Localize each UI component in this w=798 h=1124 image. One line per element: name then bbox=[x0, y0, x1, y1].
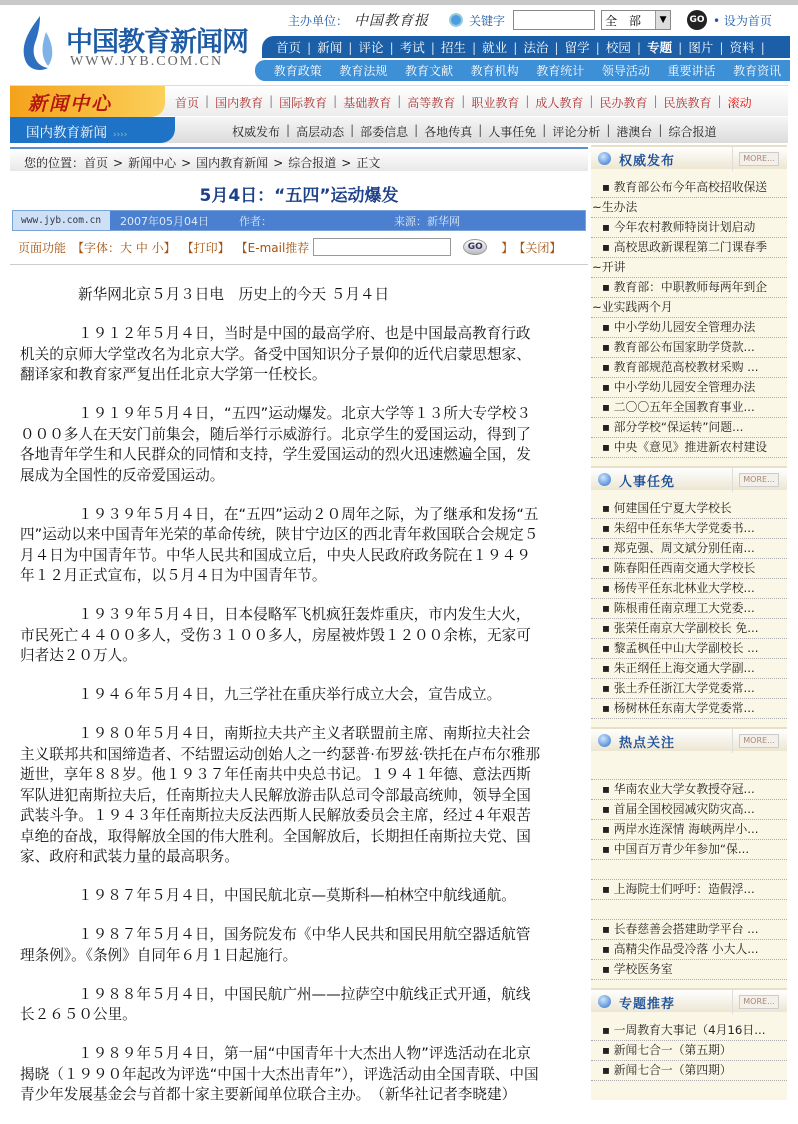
subnav-item[interactable]: 教育机构 bbox=[470, 64, 519, 78]
sidebar-link[interactable]: ▪ 首届全国校园减灾防灾高... bbox=[591, 800, 787, 820]
search-icon bbox=[449, 13, 463, 27]
logo-text: 中国教育新闻网 bbox=[66, 27, 248, 58]
meta-source: 来源：新华网 bbox=[394, 214, 460, 228]
more-button[interactable]: MORE... bbox=[739, 734, 779, 748]
sidebar-list bbox=[591, 751, 787, 988]
sidebar-link[interactable]: ▪ 高校思政新课程第二门课春季 bbox=[591, 238, 787, 258]
article-meta-bar bbox=[12, 210, 586, 231]
sidebar-link[interactable]: ▪ 教育部规范高校教材采购 ... bbox=[591, 358, 787, 378]
separator: | bbox=[269, 94, 274, 108]
sidebar-link bbox=[591, 760, 787, 780]
nav-item[interactable]: 图片 bbox=[688, 40, 714, 55]
section-nav-item[interactable]: 成人教育 bbox=[535, 96, 584, 110]
email-close-bracket: 】 bbox=[501, 240, 514, 255]
section-nav-item[interactable]: 滚动 bbox=[727, 96, 752, 110]
separator: | bbox=[554, 39, 559, 55]
breadcrumb-item[interactable]: 首页 bbox=[84, 156, 109, 170]
sidebar-link[interactable]: ▪ 新闻七合一（第五期） bbox=[591, 1041, 787, 1061]
article-paragraph: １９８０年５月４日，南斯拉夫共产主义者联盟前主席、南斯拉夫社会主义联邦共和国缔造者、不结盟运动创始人之一约瑟普·布罗兹·铁托在卢布尔雅那逝世，享年８８岁。他１９３７年任南共中央总书记。１９４１年德、意法西斯军队进犯南斯拉夫后，任南斯拉夫人民解放游击队总司令部最高统帅，领导全国武装斗争。１９４３年任南斯拉夫反法西斯人民解放委员会主席，经过４年艰苦卓绝的奋战，取得解放全国的伟大胜利。全国解放后，长期担任南斯拉夫党、国家、政府和武装力量的最高职务。 bbox=[20, 725, 541, 865]
section-nav-item[interactable]: 首页 bbox=[175, 96, 200, 110]
nav-item[interactable]: 法治 bbox=[523, 40, 549, 55]
close-link[interactable]: 【关闭】 bbox=[513, 240, 562, 255]
meta-site: www.jyb.com.cn bbox=[13, 211, 110, 230]
domestic-news-badge bbox=[10, 117, 175, 143]
sidebar-box bbox=[591, 466, 787, 727]
section-nav-item[interactable]: 国内教育 bbox=[215, 96, 264, 110]
article-paragraph: １９１９年５月４日，“五四”运动爆发。北京大学等１３所大专学校３０００多人在天安门前集会，随后举行示威游行。北京学生的爱国运动，得到了各地青年学生和人民群众的同情和支持，学生爱国运动的烈火迅速燃遍全国，发展成为全国性的反帝爱国运动。 bbox=[20, 405, 531, 484]
subnav-item[interactable]: 重要讲话 bbox=[667, 64, 716, 78]
section-subnav-item[interactable]: 各地传真 bbox=[424, 125, 473, 139]
news-center-badge bbox=[10, 86, 165, 117]
separator: | bbox=[389, 39, 394, 55]
more-button[interactable]: MORE... bbox=[739, 473, 779, 487]
domestic-news-title: 国内教育新闻 bbox=[26, 125, 107, 141]
sidebar-link bbox=[591, 860, 787, 880]
separator: | bbox=[589, 94, 594, 108]
nav-item[interactable]: 资料 bbox=[729, 40, 755, 55]
section-subnav-item[interactable]: 高层动态 bbox=[296, 125, 345, 139]
host-label: 主办单位： bbox=[288, 13, 349, 28]
sidebar-link[interactable]: ▪ 杨树林任东南大学党委常... bbox=[591, 699, 787, 719]
chevron-down-icon: ▼ bbox=[655, 11, 670, 29]
sidebar-link[interactable]: ▪ 陈春阳任西南交通大学校长 bbox=[591, 559, 787, 579]
divider bbox=[10, 264, 588, 265]
sidebar-box-title: 专题推荐 bbox=[619, 997, 676, 1012]
separator: | bbox=[719, 39, 724, 55]
search-go-button[interactable]: GO bbox=[687, 10, 707, 30]
logo-flame-icon bbox=[18, 14, 58, 74]
separator: | bbox=[333, 94, 338, 108]
separator: | bbox=[430, 39, 435, 55]
nav-item[interactable]: 留学 bbox=[564, 40, 590, 55]
sidebar-link[interactable]: ▪ 长春慈善会搭建助学平台 ... bbox=[591, 920, 787, 940]
sidebar-link[interactable]: ~生办法 bbox=[591, 198, 787, 218]
separator: | bbox=[513, 39, 518, 55]
sidebar-link[interactable]: ▪ 一周教育大事记（4月16日... bbox=[591, 1021, 787, 1041]
sidebar-link[interactable]: ▪ 郑克强、周文斌分别任南... bbox=[591, 539, 787, 559]
separator: | bbox=[717, 94, 722, 108]
sidebar-box-title: 权威发布 bbox=[619, 154, 676, 169]
nav-item[interactable]: 招生 bbox=[440, 40, 466, 55]
nav-item[interactable]: 校园 bbox=[605, 40, 631, 55]
separator: | bbox=[636, 39, 642, 55]
separator: | bbox=[542, 123, 547, 137]
sidebar-link[interactable]: ▪ 中小学幼儿园安全管理办法 bbox=[591, 318, 787, 338]
scope-value: 全 部 bbox=[605, 13, 642, 28]
globe-icon bbox=[598, 152, 611, 165]
nav-item[interactable]: 专题 bbox=[647, 40, 673, 55]
section-nav-item[interactable]: 高等教育 bbox=[407, 96, 456, 110]
sidebar-list bbox=[591, 490, 787, 727]
separator: | bbox=[653, 94, 658, 108]
nav-item[interactable]: 首页 bbox=[276, 40, 302, 55]
breadcrumb bbox=[10, 147, 588, 171]
separator: > bbox=[113, 156, 124, 170]
top-strip bbox=[0, 0, 798, 5]
meta-date: 2007年05月04日 bbox=[120, 214, 209, 228]
header-tools bbox=[288, 10, 772, 30]
sidebar-link[interactable]: ▪ 朱绍中任东华大学党委书... bbox=[591, 519, 787, 539]
nav-item[interactable]: 考试 bbox=[399, 40, 425, 55]
section-nav-item[interactable]: 基础教育 bbox=[343, 96, 392, 110]
separator: | bbox=[478, 123, 483, 137]
separator: | bbox=[397, 94, 402, 108]
separator: > bbox=[181, 156, 192, 170]
sidebar-link[interactable]: ▪ 中央《意见》推进新农村建设 bbox=[591, 438, 787, 458]
section-nav-item[interactable]: 国际教育 bbox=[279, 96, 328, 110]
keyword-input[interactable] bbox=[513, 10, 595, 30]
host-paper-logo[interactable]: 中国教育报 bbox=[354, 13, 430, 29]
email-go-button[interactable]: GO bbox=[463, 239, 487, 255]
sidebar-list bbox=[591, 1012, 787, 1089]
subnav-item[interactable]: 教育文献 bbox=[405, 64, 454, 78]
sidebar-box bbox=[591, 727, 787, 988]
sidebar bbox=[591, 145, 787, 1100]
breadcrumb-item[interactable]: 新闻中心 bbox=[128, 156, 177, 170]
divider bbox=[732, 147, 733, 171]
site-logo[interactable] bbox=[18, 14, 258, 76]
subnav-item[interactable]: 教育资讯 bbox=[733, 64, 782, 78]
separator: | bbox=[471, 39, 477, 55]
sidebar-box bbox=[591, 145, 787, 466]
section-subnav-item[interactable]: 评论分析 bbox=[552, 125, 601, 139]
section-subnav-item[interactable]: 部委信息 bbox=[360, 125, 409, 139]
more-button[interactable]: MORE... bbox=[739, 995, 779, 1009]
sidebar-box-header bbox=[591, 466, 787, 490]
sidebar-link[interactable]: ▪ 新闻七合一（第四期） bbox=[591, 1061, 787, 1081]
article-paragraph: １９８７年５月４日，国务院发布《中华人民共和国民用航空器适航管理条例》。《条例》自同年６月１日起施行。 bbox=[20, 926, 531, 964]
globe-icon bbox=[598, 734, 611, 747]
article-paragraph: １９３９年５月４日，日本侵略军飞机疯狂轰炸重庆，市内发生大火，市民死亡４４００多人，受伤３１００多人，房屋被炸毁１２００余栋，无家可归者达２０万人。 bbox=[20, 606, 531, 664]
email-input[interactable] bbox=[313, 238, 451, 256]
article-paragraph: 新华网北京５月３日电 历史上的今天 ５月４日 bbox=[78, 286, 390, 303]
subnav-item[interactable]: 教育统计 bbox=[536, 64, 585, 78]
sidebar-link[interactable]: ▪ 学校医务室 bbox=[591, 960, 787, 980]
sidebar-box bbox=[591, 988, 787, 1089]
sidebar-link[interactable]: ▪ 教育部公布国家助学贷款... bbox=[591, 338, 787, 358]
main-nav bbox=[262, 36, 790, 58]
article-paragraph: １９３９年５月４日，在“五四”运动２０周年之际，为了继承和发扬“五四”运动以来中国青年光荣的革命传统，陕甘宁边区的西北青年救国联合会规定５月４日为中国青年节。中华人民共和国成立后，中央人民政府政务院在１９４９年１２月正式宣布，以５月４日为中国青年节。 bbox=[20, 505, 539, 584]
subnav-item[interactable]: 教育法规 bbox=[339, 64, 388, 78]
separator: | bbox=[348, 39, 353, 55]
sidebar-box-title: 人事任免 bbox=[619, 475, 676, 490]
separator: | bbox=[414, 123, 419, 137]
sidebar-list bbox=[591, 169, 787, 466]
separator: | bbox=[760, 39, 765, 55]
subnav-item[interactable]: 领导活动 bbox=[601, 64, 650, 78]
article-paragraph: １９４６年５月４日，九三学社在重庆举行成立大会，宣告成立。 bbox=[78, 686, 502, 703]
subnav-item[interactable]: 教育政策 bbox=[273, 64, 322, 78]
breadcrumb-label: 您的位置： bbox=[24, 156, 85, 170]
sidebar-link[interactable]: ▪ 陈根甫任南京理工大党委... bbox=[591, 599, 787, 619]
sidebar-link[interactable]: ▪ 高精尖作品受冷落 小大人... bbox=[591, 940, 787, 960]
breadcrumb-item[interactable]: 综合报道 bbox=[288, 156, 337, 170]
sidebar-link[interactable]: ▪ 杨传平任东北林业大学校... bbox=[591, 579, 787, 599]
sidebar-link[interactable]: ~开讲 bbox=[591, 258, 787, 278]
section-nav-item[interactable]: 民族教育 bbox=[663, 96, 712, 110]
sidebar-link[interactable]: ▪ 华南农业大学女教授夺冠... bbox=[591, 780, 787, 800]
section-subnav-item[interactable]: 港澳台 bbox=[616, 125, 653, 139]
divider bbox=[732, 729, 733, 753]
sidebar-box-header bbox=[591, 145, 787, 169]
set-homepage-link[interactable]: • 设为首页 bbox=[713, 13, 772, 28]
article-paragraph: １９８７年５月４日，中国民航北京—莫斯科—柏林空中航线通航。 bbox=[78, 887, 516, 904]
sidebar-link[interactable]: ▪ 两岸水连深情 海峡两岸小... bbox=[591, 820, 787, 840]
sub-nav bbox=[255, 60, 790, 81]
separator: | bbox=[205, 94, 210, 108]
sidebar-link[interactable]: ▪ 中小学幼儿园安全管理办法 bbox=[591, 378, 787, 398]
sidebar-box-header bbox=[591, 988, 787, 1012]
sidebar-link[interactable]: ▪ 中国百万青少年参加“保... bbox=[591, 840, 787, 860]
breadcrumb-item: 正文 bbox=[356, 156, 381, 170]
separator: | bbox=[307, 39, 312, 55]
divider bbox=[732, 468, 733, 492]
globe-icon bbox=[598, 995, 611, 1008]
article-paragraph: １９８８年５月４日，中国民航广州——拉萨空中航线正式开通，航线长２６５０公里。 bbox=[20, 985, 531, 1023]
section-nav-item[interactable]: 民办教育 bbox=[599, 96, 648, 110]
sidebar-link[interactable]: ▪ 黎孟枫任中山大学副校长 ... bbox=[591, 639, 787, 659]
article-title: 5月4日：“五四”运动爆发 bbox=[199, 186, 399, 206]
section-subnav-item[interactable]: 人事任免 bbox=[488, 125, 537, 139]
section-subnav-item[interactable]: 综合报道 bbox=[668, 125, 717, 139]
domestic-news-bar bbox=[10, 117, 788, 143]
separator: | bbox=[525, 94, 530, 108]
article-area bbox=[10, 145, 588, 1103]
more-button[interactable]: MORE... bbox=[739, 152, 779, 166]
separator: > bbox=[341, 156, 352, 170]
print-link[interactable]: 【打印】 bbox=[181, 240, 230, 255]
sidebar-link[interactable]: ▪ 部分学校“保运转”问题... bbox=[591, 418, 787, 438]
meta-author: 作者： bbox=[239, 214, 272, 228]
sidebar-link[interactable]: ▪ 二〇〇五年全国教育事业... bbox=[591, 398, 787, 418]
sidebar-link bbox=[591, 900, 787, 920]
divider bbox=[732, 990, 733, 1014]
sidebar-link[interactable]: ▪ 何建国任宁夏大学校长 bbox=[591, 499, 787, 519]
news-center-nav bbox=[175, 94, 752, 111]
globe-icon bbox=[598, 473, 611, 486]
article-paragraph: １９８９年５月４日，第一届“中国青年十大杰出人物”评选活动在北京揭晓（１９９０年起改为评选“中国十大杰出青年”），评选活动由全国青联、中国青少年发展基金会与首都十家主要新闻单位联合主办。 （新华社记者李晓建） bbox=[20, 1045, 539, 1103]
domestic-news-nav bbox=[232, 123, 716, 140]
separator: | bbox=[350, 123, 355, 137]
news-center-title: 新闻中心 bbox=[28, 93, 113, 115]
breadcrumb-item[interactable]: 国内教育新闻 bbox=[196, 156, 269, 170]
nav-item[interactable]: 就业 bbox=[482, 40, 508, 55]
separator: | bbox=[658, 123, 663, 137]
nav-item[interactable]: 评论 bbox=[358, 40, 384, 55]
sidebar-box-title: 热点关注 bbox=[619, 736, 676, 751]
font-size-link[interactable]: 【字体：大 中 小】 bbox=[72, 240, 176, 255]
separator: | bbox=[595, 39, 600, 55]
keyword-label: 关键字 bbox=[469, 13, 506, 28]
sidebar-link[interactable]: ▪ 朱正纲任上海交通大学副... bbox=[591, 659, 787, 679]
section-nav-item[interactable]: 职业教育 bbox=[471, 96, 520, 110]
arrows-icon: ›››› bbox=[113, 130, 128, 140]
article-body bbox=[20, 285, 542, 1124]
sidebar-box-header bbox=[591, 727, 787, 751]
separator: | bbox=[606, 123, 611, 137]
nav-item[interactable]: 新闻 bbox=[317, 40, 343, 55]
page-functions bbox=[18, 238, 561, 256]
separator: > bbox=[273, 156, 284, 170]
sidebar-link[interactable]: ▪ 今年农村教师特岗计划启动 bbox=[591, 218, 787, 238]
sidebar-link[interactable]: ▪ 上海院士们呼吁：造假浮... bbox=[591, 880, 787, 900]
logo-url: WWW.JYB.COM.CN bbox=[70, 54, 224, 69]
search-scope-select[interactable] bbox=[601, 10, 671, 30]
sidebar-link[interactable]: ▪ 张荣任南京大学副校长 免... bbox=[591, 619, 787, 639]
news-center-bar bbox=[10, 85, 788, 116]
separator: | bbox=[461, 94, 466, 108]
sidebar-link[interactable]: ▪ 张土乔任浙江大学党委常... bbox=[591, 679, 787, 699]
separator: | bbox=[678, 39, 683, 55]
email-recommend-label: 【E-mail推荐 bbox=[235, 240, 310, 255]
section-subnav-item[interactable]: 权威发布 bbox=[232, 125, 281, 139]
sidebar-link[interactable]: ~业实践两个月 bbox=[591, 298, 787, 318]
sidebar-link[interactable]: ▪ 教育部公布今年高校招收保送 bbox=[591, 178, 787, 198]
article-paragraph: １９１２年５月４日，当时是中国的最高学府、也是中国最高教育行政机关的京师大学堂改名为北京大学。备受中国知识分子景仰的近代启蒙思想家、翻译家和教育家严复出任北京大学第一任校长。 bbox=[20, 325, 531, 383]
sidebar-link[interactable]: ▪ 教育部：中职教师每两年到企 bbox=[591, 278, 787, 298]
separator: | bbox=[286, 123, 291, 137]
functions-label: 页面功能 bbox=[18, 240, 67, 255]
